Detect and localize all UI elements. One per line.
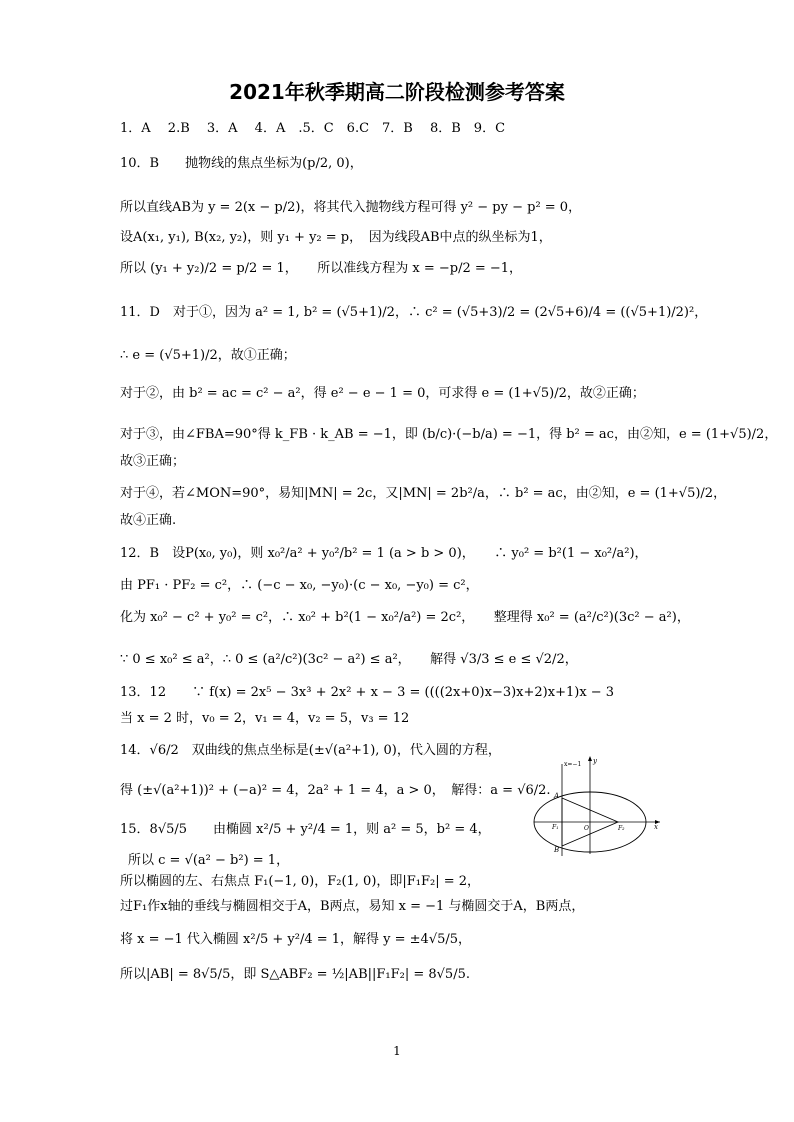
answer-line-22: 所以 c = √(a² − b²) = 1，: [128, 853, 290, 868]
answer-line-5: 所以 (y₁ + y₂)/2 = p/2 = 1， 所以准线方程为 x = −p/2 = −1，: [120, 261, 523, 276]
answer-line-13: 12．B 设P(x₀, y₀)，则 x₀²/a² + y₀²/b² = 1 (a > b > 0)， ∴ y₀² = b²(1 − x₀²/a²)，: [120, 546, 648, 561]
answer-line-6: 11．D 对于①，因为 a² = 1, b² = (√5+1)/2，∴ c² = (√5+3)/2 = (2√5+6)/4 = ((√5+1)/2)²，: [120, 305, 708, 320]
y-axis-arrow: [588, 756, 592, 761]
page-title: 2021年秋季期高二阶段检测参考答案: [229, 80, 565, 104]
page-number: 1: [393, 1044, 401, 1058]
label-o: O: [584, 825, 589, 832]
label-f1: F₁: [552, 824, 559, 831]
label-f2: F₂: [618, 825, 625, 832]
answer-line-23: 所以椭圆的左、右焦点 F₁(−1, 0)，F₂(1, 0)，即|F₁F₂| = 2，: [120, 874, 481, 889]
answer-line-16: ∵ 0 ≤ x₀² ≤ a²，∴ 0 ≤ (a²/c²)(3c² − a²) ≤ a²， 解得 √3/3 ≤ e ≤ √2/2，: [120, 652, 578, 667]
answer-line-24: 过F₁作x轴的垂线与椭圆相交于A，B两点，易知 x = −1 与椭圆交于A，B两点，: [120, 899, 585, 914]
ellipse-figure: [526, 754, 664, 858]
label-y: y: [593, 757, 597, 765]
answer-line-12: 故④正确.: [120, 513, 177, 528]
answer-line-15: 化为 x₀² − c² + y₀² = c²，∴ x₀² + b²(1 − x₀²/a²) = 2c²， 整理得 x₀² = (a²/c²)(3c² − a²)，: [120, 610, 690, 625]
label-b: B: [554, 846, 560, 854]
answer-line-8: 对于②，由 b² = ac = c² − a²，得 e² − e − 1 = 0，可求得 e = (1+√5)/2，故②正确；: [120, 386, 645, 401]
answer-line-21: 15．8√5/5 由椭圆 x²/5 + y²/4 = 1，则 a² = 5，b² = 4，: [120, 822, 491, 837]
answer-line-14: 由 PF₁ · PF₂ = c²，∴ (−c − x₀, −y₀)·(c − x₀, −y₀) = c²，: [120, 578, 479, 593]
answer-line-20: 得 (±√(a²+1))² + (−a)² = 4，2a² + 1 = 4，a > 0， 解得：a = √6/2.: [120, 783, 551, 798]
answer-line-18: 当 x = 2 时，v₀ = 2，v₁ = 4，v₂ = 5，v₃ = 12: [120, 711, 410, 726]
answer-line-19: 14．√6/2 双曲线的焦点坐标是(±√(a²+1), 0)，代入圆的方程，: [120, 743, 501, 758]
answer-line-7: ∴ e = (√5+1)/2，故①正确；: [120, 348, 296, 363]
answer-line-1: 1．A 2.B 3．A 4．A .5．C 6.C 7．B 8．B 9．C: [120, 121, 506, 136]
answer-line-17: 13．12 ∵ f(x) = 2x⁵ − 3x³ + 2x² + x − 3 = ((((2x+0)x−3)x+2)x+1)x − 3: [120, 685, 615, 700]
answer-line-2: 10．B 抛物线的焦点坐标为(p/2, 0)，: [120, 156, 363, 171]
answer-line-3: 所以直线AB为 y = 2(x − p/2)，将其代入抛物线方程可得 y² − py − p² = 0，: [120, 200, 582, 215]
answer-line-9: 对于③，由∠FBA=90°得 k_FB · k_AB = −1，即 (b/c)·(−b/a) = −1，得 b² = ac，由②知，e = (1+√5)/2，: [120, 427, 778, 442]
answer-line-26: 所以|AB| = 8√5/5，即 S△ABF₂ = ½|AB||F₁F₂| = 8√5/5.: [120, 967, 470, 982]
answer-line-11: 对于④，若∠MON=90°，易知|MN| = 2c，又|MN| = 2b²/a，∴ b² = ac，由②知，e = (1+√5)/2，: [120, 486, 727, 501]
answer-line-25: 将 x = −1 代入椭圆 x²/5 + y²/4 = 1，解得 y = ±4√5/5，: [120, 932, 472, 947]
answer-line-4: 设A(x₁, y₁), B(x₂, y₂)，则 y₁ + y₂ = p， 因为线段AB中点的纵坐标为1，: [120, 230, 552, 245]
answer-line-10: 故③正确；: [120, 454, 186, 469]
label-x-neg1: x=−1: [564, 761, 582, 768]
label-a: A: [554, 792, 560, 800]
label-x: x: [654, 823, 658, 831]
